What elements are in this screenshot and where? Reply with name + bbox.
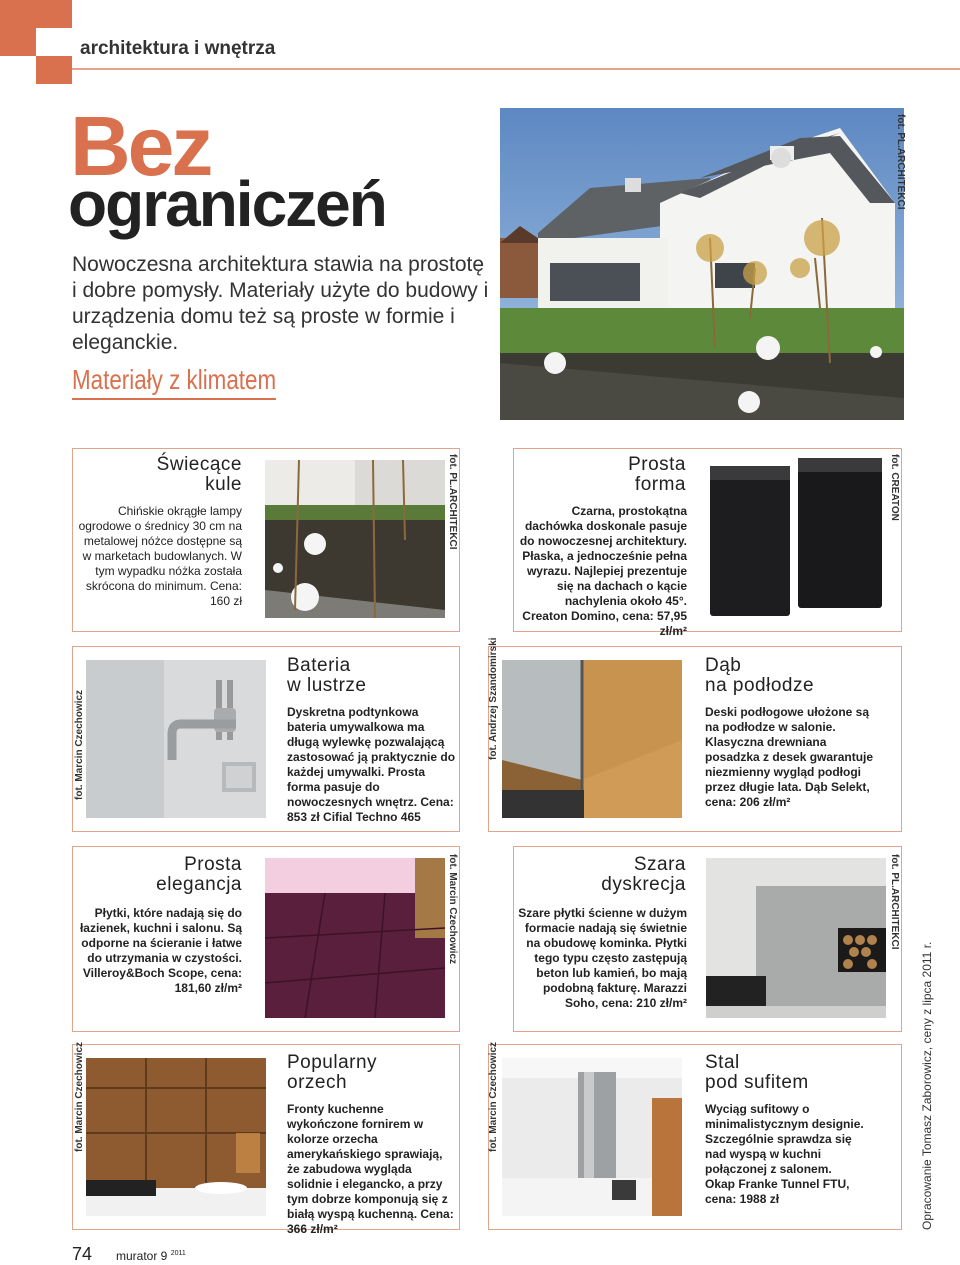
hero-photo-credit: fot. PL.ARCHITEKCI	[895, 114, 906, 210]
item-text-simple-form: Czarna, prostokątna dachówka doskonale pasuje do nowoczesnej architektury. Płaska, a jednocześnie pełna wyrazu. Najlepiej prezentuje się na dachach o kącie nachylenia około 45°. Creaton Domino, cena: 57,95 zł/m²	[519, 504, 687, 638]
photo-wall-faucet	[86, 660, 266, 818]
lead-paragraph: Nowoczesna architektura stawia na prostotę i dobre pomysły. Materiały użyte do budowy i urządzenia domu też są proste w formie i eleganckie.	[72, 253, 489, 354]
hero-house-photo	[500, 108, 904, 420]
photo-oak-floor	[502, 660, 682, 818]
photo-walnut-kitchen	[86, 1058, 266, 1216]
item-credit-oak-floor: fot. Andrzej Szandomirski	[488, 637, 499, 760]
item-title-grey-discretion: Szara dyskrecja	[601, 854, 686, 895]
item-text-oak-floor: Deski podłogowe ułożone są na podłodze w salonie. Klasyczna drewniana posadzka z desek gwarantuje niezmienny wygląd podłogi przez długie lata. Dąb Selekt, cena: 206 zł/m²	[705, 705, 874, 809]
headline-line-2: ograniczeń	[68, 168, 386, 240]
photo-ceiling-hood	[502, 1058, 682, 1216]
page-number: 74	[72, 1244, 93, 1264]
photo-garden-lamps	[265, 460, 445, 618]
item-title-mirror-faucet: Bateria w lustrze	[287, 655, 367, 696]
item-title-glowing-balls: Świecące kule	[156, 454, 242, 495]
item-credit-simple-elegance: fot. Marcin Czechowicz	[447, 854, 458, 965]
item-text-grey-discretion: Szare płytki ścienne w dużym formacie nadają się świetnie na obudowę kominka. Płytki tego typu często zastępują beton lub kamień, bo mają podobną fakturę. Marazzi Soho, cena: 210 zł/m²	[518, 906, 687, 1010]
item-credit-mirror-faucet: fot. Marcin Czechowicz	[74, 689, 85, 800]
photo-fireplace-wall	[706, 858, 886, 1018]
item-text-steel-hood: Wyciąg sufitowy o minimalistycznym designie. Szczególnie sprawdza się nad wyspą w kuchni połączonej z salonem. Okap Franke Tunnel FTU, cena: 1988 zł	[705, 1102, 864, 1206]
item-credit-grey-discretion: fot. PL.ARCHITEKCI	[889, 854, 900, 950]
header-rule	[72, 68, 960, 70]
item-title-walnut: Popularny orzech	[287, 1052, 378, 1093]
item-text-glowing-balls: Chińskie okrągłe lampy ogrodowe o średnicy 30 cm na metalowej nóżce dostępne są w marketach budowlanych. W tym wypadku nóżka została skrócona do minimum. Cena: 160 zł	[78, 504, 242, 608]
item-credit-walnut: fot. Marcin Czechowicz	[74, 1041, 85, 1152]
magazine-name: murator 9 $^{2011}$	[116, 1249, 186, 1263]
item-credit-steel-hood: fot. Marcin Czechowicz	[488, 1041, 499, 1152]
photo-purple-tiles	[265, 858, 445, 1018]
item-text-mirror-faucet: Dyskretna podtynkowa bateria umywalkowa ma długą wylewkę pozwalającą zastosować ją praktycznie do każdej umywalki. Prosta forma pasuje do nowoczesnych wnętrz. Cena: 853 zł Cifial Techno 465	[287, 705, 456, 824]
item-title-simple-form: Prosta forma	[628, 454, 686, 495]
item-credit-simple-form: fot. CREATON	[889, 454, 900, 521]
corner-cutout	[36, 28, 72, 56]
item-text-walnut: Fronty kuchenne wykończone fornirem w kolorze orzecha amerykańskiego sprawiają, że zabudowa wygląda solidnie i elegancko, a przy tym dobrze komponują się z białą wyspą kuchenną. Cena: 366 zł/m²	[287, 1102, 454, 1236]
corner-accent-lower	[36, 56, 72, 84]
item-credit-glowing-balls: fot. PL.ARCHITEKCI	[447, 454, 458, 550]
subheading: Materiały z klimatem	[72, 364, 276, 400]
item-title-steel-hood: Stal pod sufitem	[705, 1052, 809, 1093]
author-credit: Opracowanie Tomasz Zaborowicz, ceny z lipca 2011 r.	[920, 941, 934, 1230]
photo-roof-tiles	[706, 458, 886, 620]
section-title: architektura i wnętrza	[80, 38, 276, 59]
item-title-oak-floor: Dąb na podłodze	[705, 655, 815, 696]
headline-line-1: Bez	[70, 99, 211, 193]
item-title-simple-elegance: Prosta elegancja	[156, 854, 242, 895]
item-text-simple-elegance: Płytki, które nadają się do łazienek, kuchni i salonu. Są odporne na ścieranie i łatwe do utrzymania w czystości. Villeroy&Boch Scope, cena: 181,60 zł/m²	[79, 906, 242, 995]
